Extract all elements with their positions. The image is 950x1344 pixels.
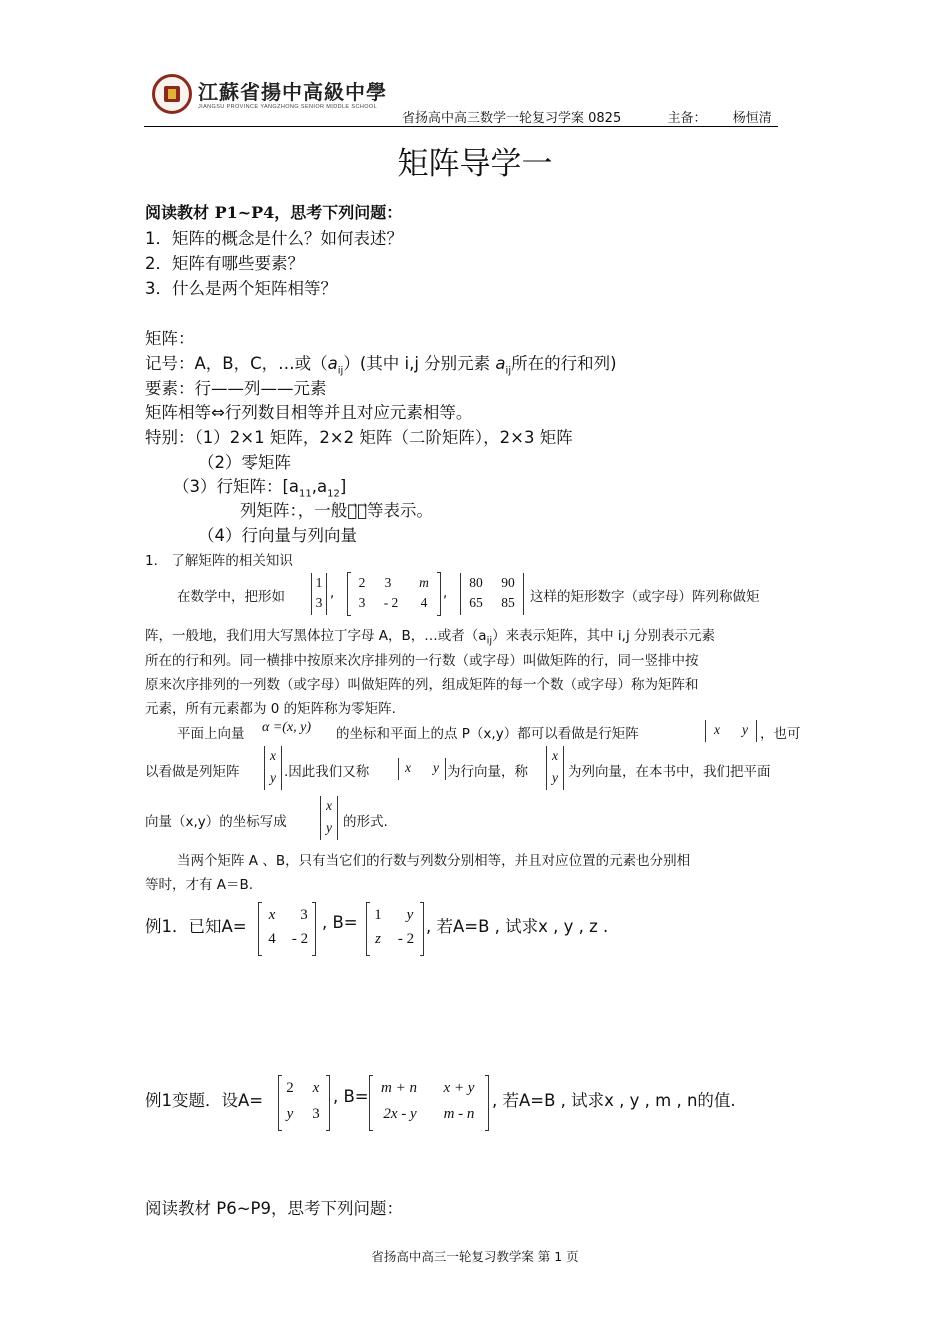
question-2: 2．矩阵有哪些要素？ [145, 254, 304, 273]
ex1v-B-cell: m + n [381, 1080, 417, 1096]
row-xy-cell: y [433, 760, 439, 775]
ex1-A-cell: 4 [268, 931, 276, 947]
m2-cell: - 2 [383, 595, 399, 610]
ex1-B-cell: 1 [374, 907, 382, 923]
row-matrix-xy [705, 720, 757, 742]
special3-sub2: 12 [327, 488, 340, 500]
p1-line2-end: ）来表示矩阵，其中 i,j 分别表示元素 [492, 628, 715, 644]
col-xy-cell: y [326, 820, 332, 835]
notation-sub2: ij [505, 365, 512, 377]
school-name-en: JIANGSU PROVINCE YANGZHONG SENIOR MIDDLE SCHOOL [198, 104, 378, 110]
page-title: 矩阵导学一 [397, 146, 553, 182]
ex1v-A-cell: x [312, 1080, 320, 1096]
row-xy-cell: x [405, 760, 411, 775]
note-special-3b: 列矩阵：，一般用⃗，⃗等表示。 [240, 501, 434, 520]
notation-mid: ）(其中 i,j 分别元素 [343, 354, 496, 373]
example1-mid: , B= [322, 913, 358, 932]
example1v-prefix: 例1变题．设A= [145, 1091, 264, 1110]
example1-matrix-A [258, 903, 316, 955]
notation-a2: a [495, 354, 506, 373]
matrix-m2 [347, 573, 441, 615]
header-rule [144, 126, 778, 127]
note-special-3 [173, 473, 346, 499]
ex1-B-cell: y [406, 907, 414, 923]
m3-cell: 65 [469, 595, 483, 610]
section1-p1-prefix: 在数学中，把形如 [177, 589, 285, 605]
m2-cell: 3 [384, 575, 392, 590]
col-matrix-xy-3 [320, 796, 338, 840]
col-xy-cell: y [270, 770, 276, 785]
p2-b: 的坐标和平面上的点 P（x,y）都可以看做是行矩阵 [336, 726, 639, 742]
note-elements: 要素：行——列——元素 [145, 379, 327, 398]
comma: , [443, 585, 448, 601]
reading2-heading: 阅读教材 P6~P9，思考下列问题： [145, 1199, 403, 1218]
section1-p1-line5: 元素，所有元素都为 0 的矩阵称为零矩阵. [145, 701, 396, 717]
note-matrix: 矩阵： [145, 329, 195, 348]
notation-prefix: 记号：A，B，C，…或（ [145, 354, 328, 373]
m3-cell: 85 [501, 595, 515, 610]
col-xy-cell: x [326, 798, 332, 813]
ex1v-B-cell: 2x - y [383, 1106, 417, 1122]
section1-p1-line2 [145, 624, 715, 647]
row-matrix-xy-2 [398, 758, 446, 780]
example1v-mid: , B= [333, 1087, 369, 1106]
ex1-A-cell: x [268, 907, 276, 923]
col-matrix-xy-2 [546, 746, 564, 790]
ex1v-A-cell: 2 [286, 1080, 294, 1096]
ex1v-A-cell: 3 [312, 1106, 320, 1122]
m2-cell: 4 [420, 595, 428, 610]
ex1-B-cell: z [375, 931, 381, 947]
col-xy-cell: x [552, 748, 558, 763]
col-matrix-xy [264, 746, 282, 790]
ex1-A-cell: - 2 [291, 931, 309, 947]
col-xy-cell: x [270, 748, 276, 763]
reading1-heading: 阅读教材 P1~P4，思考下列问题： [145, 203, 403, 222]
logo-book-icon [168, 89, 176, 99]
p2-g: 为列向量，在本书中，我们把平面 [568, 764, 771, 780]
m3-cell: 90 [501, 575, 515, 590]
school-name-cn: 江蘇省揚中高級中學 [198, 80, 387, 104]
comma: , [330, 585, 335, 601]
header-info [402, 107, 772, 126]
note-special-4: （4）行向量与列向量 [198, 526, 357, 545]
ex1-B-cell: - 2 [397, 931, 415, 947]
section1-p1-line4: 原来次序排列的一列数（或字母）叫做矩阵的列，组成矩阵的每一个数（或字母）称为矩阵和 [145, 677, 699, 693]
m1-cell: 3 [315, 595, 323, 610]
notation-suffix: 所在的行和列) [511, 354, 617, 373]
p2-a: 平面上向量 [177, 726, 245, 742]
editor-name: 杨恒清 [732, 111, 772, 126]
school-logo [152, 74, 192, 114]
col-xy-cell: y [552, 770, 558, 785]
note-special-2: （2）零矩阵 [198, 453, 291, 472]
m2-cell: m [419, 575, 429, 590]
p1-line2-sub: ij [486, 635, 493, 647]
ex1v-A-cell: y [286, 1106, 294, 1122]
p2-alpha: α =(x, y) [262, 720, 312, 735]
p2-c: ，也可 [760, 726, 801, 742]
p3-line1: 当两个矩阵 A 、B，只有当它们的行数与列数分别相等，并且对应位置的元素也分别相 [177, 853, 691, 869]
special3-suffix: ] [339, 477, 347, 496]
p2-e: .因此我们又称 [284, 764, 370, 780]
notation-a: a [327, 354, 338, 373]
example1v-suffix: , 若A=B , 试求x , y , m , n的值. [492, 1091, 736, 1110]
section1-p1-line3: 所在的行和列。同一横排中按原来次序排列的一行数（或字母）叫做矩阵的行，同一竖排中按 [145, 653, 699, 669]
ex1v-B-cell: x + y [443, 1080, 475, 1096]
section1-p1-suffix: 这样的矩形数字（或字母）阵列称做矩 [530, 589, 760, 605]
m2-cell: 3 [358, 595, 366, 610]
ex1-A-cell: 3 [300, 907, 308, 923]
example1-matrix-B [366, 903, 424, 955]
editor-label: 主备： [667, 111, 707, 126]
ex1v-B-cell: m - n [443, 1106, 475, 1122]
doc-info: 省扬高中高三数学一轮复习学案 0825 [402, 111, 622, 126]
m1-cell: 1 [315, 575, 323, 590]
notation-sub: ij [337, 365, 344, 377]
matrix-m3 [460, 573, 524, 615]
p2-h: 向量（x,y）的坐标写成 [145, 814, 287, 830]
p2-f: 为行向量，称 [447, 764, 528, 780]
p2-d: 以看做是列矩阵 [145, 764, 240, 780]
p1-line2: 阵，一般地，我们用大写黑体拉丁字母 A，B，…或者（a [145, 628, 487, 644]
special3-sub1: 11 [299, 488, 312, 500]
question-3: 3．什么是两个矩阵相等？ [145, 279, 337, 298]
note-equality: 矩阵相等⇔行列数目相等并且对应元素相等。 [145, 403, 473, 422]
note-notation [145, 350, 617, 376]
p3-line2: 等时，才有 A＝B. [145, 877, 254, 893]
note-special-1: 特别：（1）2×1 矩阵，2×2 矩阵（二阶矩阵），2×3 矩阵 [145, 428, 573, 447]
example1-prefix: 例1．已知A= [145, 917, 247, 936]
m3-cell: 80 [469, 575, 483, 590]
special3-mid: ,a [311, 477, 328, 496]
example1v-matrix-B [369, 1076, 489, 1130]
m2-cell: 2 [358, 575, 366, 590]
matrix-m1 [311, 573, 327, 615]
example1v-matrix-A [278, 1076, 330, 1130]
row-xy-cell: y [742, 722, 748, 737]
section1-heading: 1． 了解矩阵的相关知识 [145, 553, 293, 569]
page-footer: 省扬高中高三一轮复习教学案 第 1 页 [371, 1249, 579, 1264]
question-1: 1．矩阵的概念是什么？如何表述？ [145, 229, 403, 248]
p2-i: 的形式. [343, 814, 388, 830]
example1-suffix: , 若A=B , 试求x , y , z . [426, 917, 609, 936]
special3-prefix: （3）行矩阵：[a [173, 477, 300, 496]
row-xy-cell: x [714, 722, 720, 737]
